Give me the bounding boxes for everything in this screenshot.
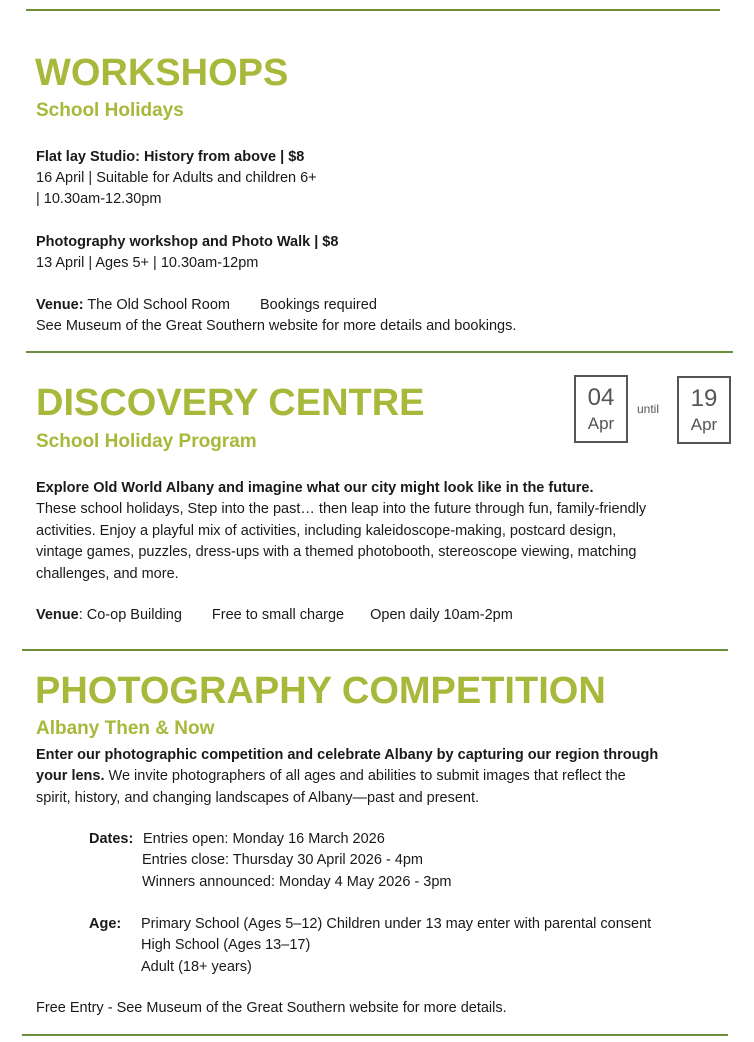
date-entries-open: Entries open: Monday 16 March 2026 xyxy=(143,831,385,847)
discovery-venue-value: : Co-op Building xyxy=(78,607,182,623)
age-adult: Adult (18+ years) xyxy=(141,959,252,975)
photo-footer: Free Entry - See Museum of the Great Southern website for more details. xyxy=(36,1000,507,1016)
date-entries-close: Entries close: Thursday 30 April 2026 - 4pm xyxy=(142,852,424,868)
age-primary: Primary School (Ages 5–12) Children under 13 may enter with parental consent xyxy=(141,916,652,932)
workshops-venue-line xyxy=(36,294,377,316)
discovery-hours: Open daily 10am-2pm xyxy=(370,607,513,623)
dates-label: Dates: xyxy=(89,831,134,847)
discovery-venue-line xyxy=(36,604,513,626)
discovery-cost: Free to small charge xyxy=(211,607,345,623)
section-divider-1 xyxy=(26,351,733,353)
start-day: 04 xyxy=(587,384,615,411)
age-label: Age: xyxy=(89,916,122,932)
discovery-intro: Explore Old World Albany and imagine what our city might look like in the future. xyxy=(36,480,594,496)
end-date-box xyxy=(677,376,731,444)
venue-value: The Old School Room xyxy=(87,297,230,313)
age-high-school: High School (Ages 13–17) xyxy=(141,937,311,953)
workshops-title: WORKSHOPS xyxy=(35,52,289,94)
discovery-venue-label: Venue xyxy=(36,607,79,623)
photo-title: PHOTOGRAPHY COMPETITION xyxy=(35,670,606,712)
workshops-details: See Museum of the Great Southern website for more details and bookings. xyxy=(36,318,517,334)
venue-label: Venue: xyxy=(36,297,84,313)
discovery-desc-line-2: activities. Enjoy a playful mix of activities, including kaleidoscope-making, postcard design, xyxy=(36,523,617,539)
workshops-subtitle: School Holidays xyxy=(36,100,184,121)
bottom-divider xyxy=(22,1034,728,1036)
start-month: Apr xyxy=(587,414,615,433)
top-divider xyxy=(26,9,720,11)
workshop-2-title: Photography workshop and Photo Walk | $8 xyxy=(36,234,339,250)
workshop-2-date: 13 April | Ages 5+ | 10.30am-12pm xyxy=(36,255,259,271)
photo-subtitle: Albany Then & Now xyxy=(36,718,215,739)
workshop-1-title: Flat lay Studio: History from above | $8 xyxy=(36,149,305,165)
until-label: until xyxy=(637,402,660,416)
start-date-box xyxy=(574,375,628,443)
photo-intro-line-3: spirit, history, and changing landscapes of Albany—past and present. xyxy=(36,790,480,806)
end-month: Apr xyxy=(690,415,718,434)
bookings-note: Bookings required xyxy=(260,297,377,313)
end-day: 19 xyxy=(690,385,718,412)
photo-intro-line-1: Enter our photographic competition and celebrate Albany by capturing our region through xyxy=(36,747,659,763)
discovery-desc-line-3: vintage games, puzzles, dress-ups with a themed photobooth, stereoscope viewing, matching xyxy=(36,544,637,560)
discovery-subtitle: School Holiday Program xyxy=(36,431,257,452)
date-winners: Winners announced: Monday 4 May 2026 - 3pm xyxy=(142,874,452,890)
photo-intro-rest: We invite photographers of all ages and abilities to submit images that reflect the xyxy=(104,768,626,784)
workshop-1-time: | 10.30am-12.30pm xyxy=(36,191,162,207)
photo-intro-bold: your lens. xyxy=(36,768,105,784)
discovery-desc-line-4: challenges, and more. xyxy=(36,566,179,582)
section-divider-2 xyxy=(22,649,728,651)
discovery-desc-line-1: These school holidays, Step into the past… then leap into the future through fun, family-friendly xyxy=(36,501,647,517)
workshop-1-date: 16 April | Suitable for Adults and children 6+ xyxy=(36,170,317,186)
discovery-title: DISCOVERY CENTRE xyxy=(36,382,425,424)
photo-intro-line-2 xyxy=(36,765,626,787)
